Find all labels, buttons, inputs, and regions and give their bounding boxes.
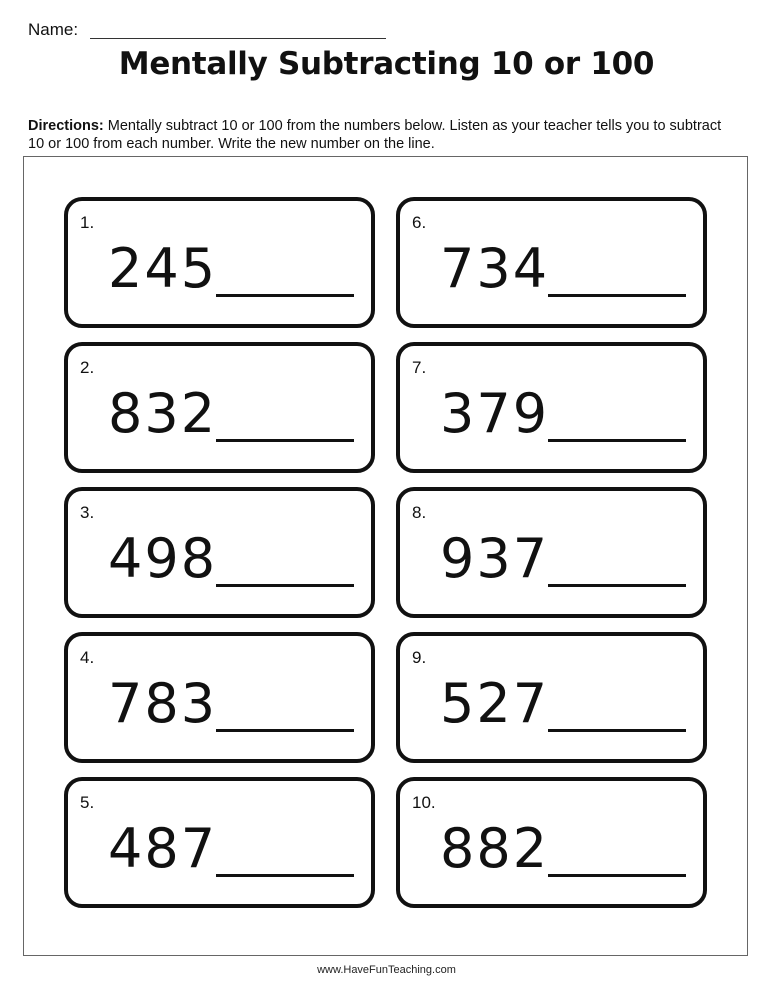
problem-card (64, 632, 375, 763)
answer-line (216, 874, 354, 877)
answer-line (216, 584, 354, 587)
problem-number: 2. (80, 358, 95, 377)
problem-value: 783 (108, 672, 218, 735)
answer-line (548, 439, 686, 442)
problem-value: 487 (108, 817, 218, 880)
name-row (28, 20, 428, 44)
directions-text: Mentally subtract 10 or 100 from the numbers below. Listen as your teacher tells you to subtract 10 or 100 from each number. Write the new number on the line. (28, 118, 722, 152)
problem-number: 1. (80, 213, 95, 232)
problems-frame (23, 156, 748, 956)
problem-value: 527 (440, 672, 550, 735)
problem-number: 10. (412, 793, 436, 812)
problem-number: 9. (412, 648, 427, 667)
problem-card (64, 777, 375, 908)
problem-card (396, 777, 707, 908)
problem-card (64, 487, 375, 618)
problem-card (64, 197, 375, 328)
answer-line (216, 729, 354, 732)
answer-line (548, 874, 686, 877)
problem-number: 5. (80, 793, 95, 812)
problem-value: 245 (108, 237, 218, 300)
problem-card (396, 487, 707, 618)
answer-line (548, 584, 686, 587)
problem-number: 6. (412, 213, 427, 232)
answer-line (216, 439, 354, 442)
name-blank-line (90, 38, 386, 39)
footer-website: www.HaveFunTeaching.com (317, 964, 456, 976)
problem-card (396, 342, 707, 473)
problem-number: 3. (80, 503, 95, 522)
directions (28, 117, 728, 153)
answer-line (548, 294, 686, 297)
problem-card (396, 632, 707, 763)
problem-number: 4. (80, 648, 95, 667)
answer-line (548, 729, 686, 732)
answer-line (216, 294, 354, 297)
problem-value: 937 (440, 527, 550, 590)
problem-number: 8. (412, 503, 427, 522)
problem-value: 379 (440, 382, 550, 445)
directions-label: Directions: (28, 118, 104, 134)
problem-value: 734 (440, 237, 550, 300)
problem-card (396, 197, 707, 328)
problem-number: 7. (412, 358, 427, 377)
problem-card (64, 342, 375, 473)
problem-value: 882 (440, 817, 550, 880)
name-label: Name: (28, 20, 79, 39)
worksheet-title: Mentally Subtracting 10 or 100 (118, 46, 655, 82)
problem-value: 498 (108, 527, 218, 590)
problem-value: 832 (108, 382, 218, 445)
